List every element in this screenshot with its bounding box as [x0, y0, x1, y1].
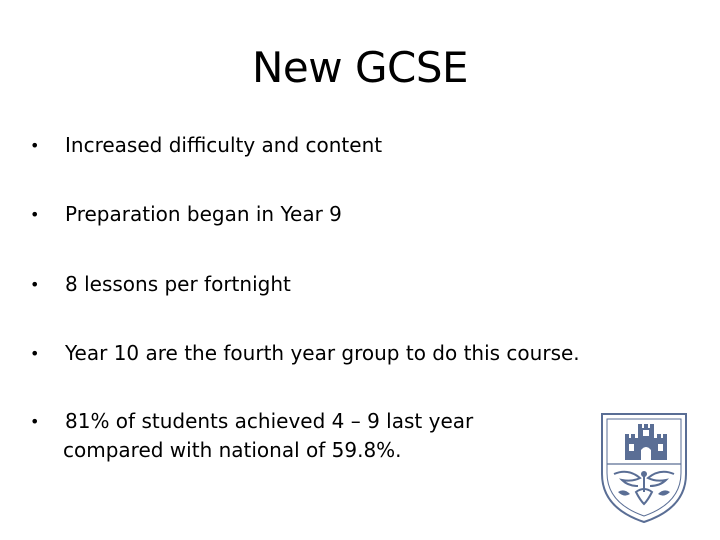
bullet-dot: •	[30, 205, 40, 224]
bullet-dot: •	[30, 136, 40, 155]
bullet-text: Increased difficulty and content	[65, 133, 383, 157]
slide-title: New GCSE	[251, 43, 469, 92]
bullet-item	[30, 270, 590, 299]
bullet-dot: •	[30, 344, 40, 363]
bullet-item	[30, 131, 590, 160]
bullet-dot: •	[30, 412, 40, 431]
bullet-text: Preparation began in Year 9	[65, 202, 342, 226]
bullet-text: Year 10 are the fourth year group to do this course.	[65, 341, 580, 365]
bullet-item	[30, 339, 590, 368]
bullet-item	[30, 407, 590, 465]
bullet-dot: •	[30, 275, 40, 294]
school-crest-icon	[598, 408, 690, 526]
bullet-text-line-1: 81% of students achieved 4 – 9 last year	[65, 409, 474, 433]
bullet-text: 8 lessons per fortnight	[65, 272, 291, 296]
bullet-text-line-2: compared with national of 59.8%.	[63, 438, 402, 462]
bullet-item	[30, 200, 590, 229]
